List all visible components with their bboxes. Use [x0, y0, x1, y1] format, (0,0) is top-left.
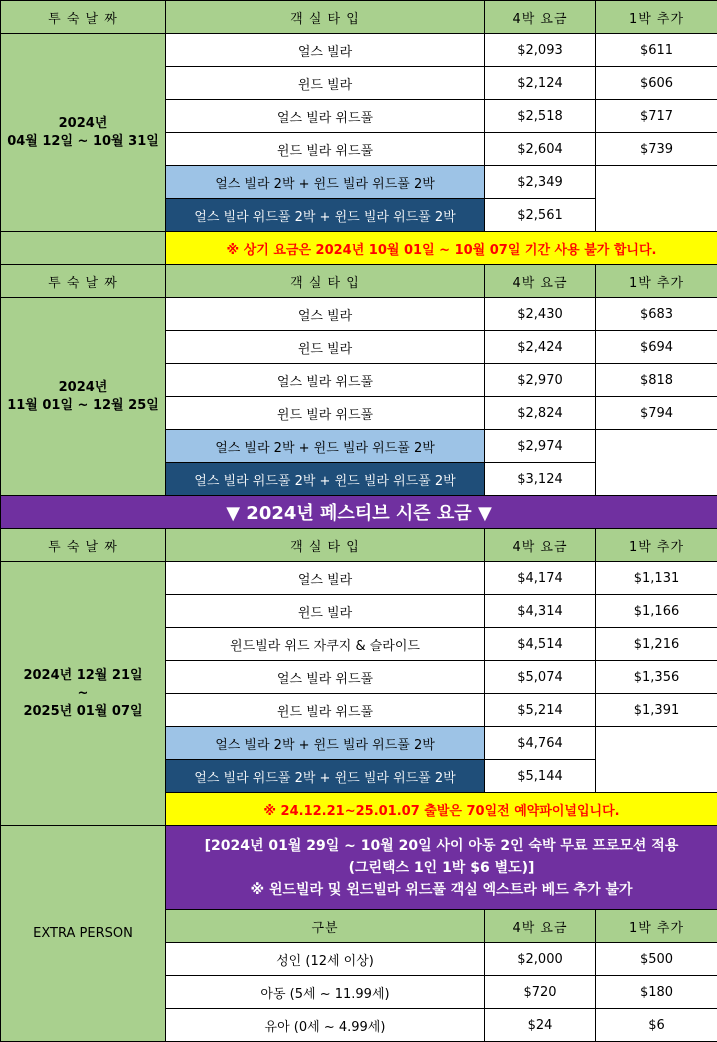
- promotion-line: [2024년 01월 29일 ~ 10월 20일 사이 아동 2인 숙박 무료 프로모션 적용: [204, 837, 679, 854]
- header-4night-rate: 4박 요금: [485, 910, 596, 943]
- promo-row: [1, 826, 717, 910]
- header-room-type: 객 실 타 입: [166, 529, 485, 562]
- rate-4night: $4,764: [485, 727, 596, 760]
- rate-extra-night: $1,391: [596, 694, 717, 727]
- header-date: 투 숙 날 짜: [1, 1, 166, 34]
- stay-period: [1, 34, 166, 232]
- rate-extra-night: $180: [596, 976, 717, 1009]
- table-row: [1, 562, 717, 595]
- rate-extra-night: $606: [596, 67, 717, 100]
- person-category: 유아 (0세 ~ 4.99세): [166, 1009, 485, 1042]
- room-type: 얼스 빌라 위드풀: [166, 100, 485, 133]
- extra-person-label: EXTRA PERSON: [1, 826, 166, 1042]
- rate-4night: $2,349: [485, 166, 596, 199]
- table-row: [1, 298, 717, 331]
- rate-4night: $2,424: [485, 331, 596, 364]
- stay-period-range: 11월 01일 ~ 12월 25일: [7, 397, 159, 413]
- rate-extra-night: $739: [596, 133, 717, 166]
- rate-4night: $2,518: [485, 100, 596, 133]
- room-type: 윈드 빌라: [166, 67, 485, 100]
- rate-extra-night: $1,166: [596, 595, 717, 628]
- stay-period: [1, 298, 166, 496]
- rate-4night: $5,144: [485, 760, 596, 793]
- notice-text: ※ 24.12.21~25.01.07 출발은 70일전 예약파이널입니다.: [166, 793, 717, 826]
- header-4night-rate: 4박 요금: [485, 265, 596, 298]
- promotion-line: ※ 윈드빌라 및 윈드빌라 위드풀 객실 엑스트라 베드 추가 불가: [250, 881, 633, 898]
- rate-4night: $720: [485, 976, 596, 1009]
- rate-4night: $2,970: [485, 364, 596, 397]
- rate-extra-night: $694: [596, 331, 717, 364]
- room-type: 얼스 빌라: [166, 562, 485, 595]
- stay-period-start: 2024년 12월 21일: [23, 667, 143, 683]
- header-row: [1, 265, 717, 298]
- stay-period-year: 2024년: [58, 379, 108, 395]
- empty-cell: [596, 727, 717, 793]
- room-type: 윈드 빌라 위드풀: [166, 133, 485, 166]
- rate-4night: $2,974: [485, 430, 596, 463]
- note-row: [1, 232, 717, 265]
- rate-4night: $2,124: [485, 67, 596, 100]
- header-extra-night: 1박 추가: [596, 265, 717, 298]
- empty-cell: [1, 232, 166, 265]
- header-extra-night: 1박 추가: [596, 1, 717, 34]
- room-type: 윈드 빌라: [166, 331, 485, 364]
- stay-period: [1, 562, 166, 826]
- stay-period-range: 04월 12일 ~ 10월 31일: [7, 133, 159, 149]
- header-room-type: 객 실 타 입: [166, 265, 485, 298]
- header-date: 투 숙 날 짜: [1, 265, 166, 298]
- room-type: 얼스 빌라 위드풀: [166, 661, 485, 694]
- promotion-line: (그린택스 1인 1박 $6 별도)]: [348, 859, 535, 876]
- rate-4night: $5,074: [485, 661, 596, 694]
- rate-extra-night: $1,216: [596, 628, 717, 661]
- room-type: 윈드 빌라 위드풀: [166, 397, 485, 430]
- room-type: 얼스 빌라 위드풀: [166, 364, 485, 397]
- header-category: 구분: [166, 910, 485, 943]
- combo-room-type: 얼스 빌라 2박 + 윈드 빌라 위드풀 2박: [166, 166, 485, 199]
- rate-4night: $2,824: [485, 397, 596, 430]
- notice-text: ※ 상기 요금은 2024년 10월 01일 ~ 10월 07일 기간 사용 불가 합니다.: [166, 232, 717, 265]
- rate-4night: $2,000: [485, 943, 596, 976]
- combo-room-type: 얼스 빌라 2박 + 윈드 빌라 위드풀 2박: [166, 430, 485, 463]
- room-type: 윈드 빌라 위드풀: [166, 694, 485, 727]
- person-category: 성인 (12세 이상): [166, 943, 485, 976]
- rate-4night: $4,314: [485, 595, 596, 628]
- combo-room-type: 얼스 빌라 위드풀 2박 + 윈드 빌라 위드풀 2박: [166, 199, 485, 232]
- person-category: 아동 (5세 ~ 11.99세): [166, 976, 485, 1009]
- combo-room-type: 얼스 빌라 위드풀 2박 + 윈드 빌라 위드풀 2박: [166, 760, 485, 793]
- rate-extra-night: $794: [596, 397, 717, 430]
- empty-cell: [596, 430, 717, 496]
- rate-extra-night: $818: [596, 364, 717, 397]
- combo-room-type: 얼스 빌라 2박 + 윈드 빌라 위드풀 2박: [166, 727, 485, 760]
- rate-4night: $2,093: [485, 34, 596, 67]
- combo-room-type: 얼스 빌라 위드풀 2박 + 윈드 빌라 위드풀 2박: [166, 463, 485, 496]
- header-date: 투 숙 날 짜: [1, 529, 166, 562]
- header-extra-night: 1박 추가: [596, 529, 717, 562]
- rate-extra-night: $611: [596, 34, 717, 67]
- festive-banner-row: [1, 496, 717, 529]
- promotion-notice: [166, 826, 717, 910]
- stay-period-year: 2024년: [58, 115, 108, 131]
- header-extra-night: 1박 추가: [596, 910, 717, 943]
- rate-extra-night: $6: [596, 1009, 717, 1042]
- rate-extra-night: $683: [596, 298, 717, 331]
- rate-4night: $2,430: [485, 298, 596, 331]
- header-row: [1, 1, 717, 34]
- header-room-type: 객 실 타 입: [166, 1, 485, 34]
- room-type: 윈드 빌라: [166, 595, 485, 628]
- table-row: [1, 34, 717, 67]
- rate-extra-night: $500: [596, 943, 717, 976]
- header-4night-rate: 4박 요금: [485, 529, 596, 562]
- stay-period-separator: ~: [77, 685, 89, 701]
- rate-4night: $4,514: [485, 628, 596, 661]
- room-type: 윈드빌라 위드 자쿠지 & 슬라이드: [166, 628, 485, 661]
- stay-period-end: 2025년 01월 07일: [23, 703, 143, 719]
- festive-season-banner: ▼ 2024년 페스티브 시즌 요금 ▼: [1, 496, 717, 529]
- rate-extra-night: $1,131: [596, 562, 717, 595]
- header-row: [1, 529, 717, 562]
- header-4night-rate: 4박 요금: [485, 1, 596, 34]
- empty-cell: [596, 166, 717, 232]
- rate-4night: $24: [485, 1009, 596, 1042]
- rate-4night: $2,604: [485, 133, 596, 166]
- rate-4night: $3,124: [485, 463, 596, 496]
- rate-extra-night: $1,356: [596, 661, 717, 694]
- rate-4night: $2,561: [485, 199, 596, 232]
- room-type: 얼스 빌라: [166, 298, 485, 331]
- room-type: 얼스 빌라: [166, 34, 485, 67]
- rate-4night: $4,174: [485, 562, 596, 595]
- rate-extra-night: $717: [596, 100, 717, 133]
- rate-4night: $5,214: [485, 694, 596, 727]
